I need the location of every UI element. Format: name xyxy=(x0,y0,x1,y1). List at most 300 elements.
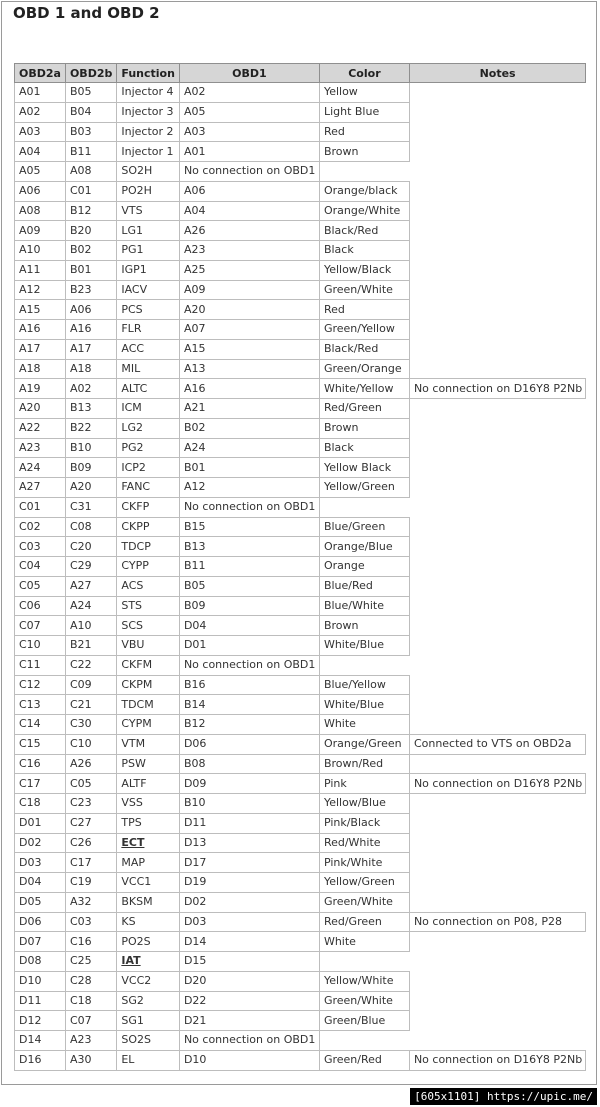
table-row xyxy=(15,892,586,912)
cell-function: SO2S xyxy=(117,1031,180,1051)
cell-function: ALTC xyxy=(117,379,180,399)
cell-obd2a: D08 xyxy=(15,952,66,972)
cell-notes: No connection on D16Y8 P2Nb xyxy=(409,379,585,399)
image-watermark: [605x1101] https://upic.me/ xyxy=(410,1088,597,1105)
cell-obd1: D22 xyxy=(179,991,319,1011)
cell-color: Brown xyxy=(319,616,409,636)
cell-function: FLR xyxy=(117,320,180,340)
table-body xyxy=(15,83,586,1071)
cell-obd1: B10 xyxy=(179,794,319,814)
cell-color: Black xyxy=(319,241,409,261)
table-row xyxy=(15,438,586,458)
col-header-color: Color xyxy=(319,64,409,83)
cell-obd2a: A09 xyxy=(15,221,66,241)
cell-obd2b: C07 xyxy=(65,1011,116,1031)
cell-obd2a: D01 xyxy=(15,813,66,833)
cell-obd1: B02 xyxy=(179,418,319,438)
cell-obd2a: C03 xyxy=(15,537,66,557)
cell-obd2b: A26 xyxy=(65,754,116,774)
cell-notes xyxy=(409,932,585,952)
cell-obd2a: A16 xyxy=(15,320,66,340)
cell-color: Pink xyxy=(319,774,409,794)
cell-obd2b: B23 xyxy=(65,280,116,300)
cell-obd2a: C01 xyxy=(15,497,66,517)
table-row xyxy=(15,478,586,498)
cell-obd1: D13 xyxy=(179,833,319,853)
cell-function: Injector 2 xyxy=(117,122,180,142)
cell-function: LG1 xyxy=(117,221,180,241)
table-row xyxy=(15,83,586,103)
cell-obd1: A25 xyxy=(179,260,319,280)
table-row xyxy=(15,596,586,616)
cell-obd1: D03 xyxy=(179,912,319,932)
cell-obd2a: A18 xyxy=(15,359,66,379)
cell-function: PO2S xyxy=(117,932,180,952)
cell-obd2b: C30 xyxy=(65,715,116,735)
cell-notes xyxy=(409,1031,585,1051)
cell-color: Orange/White xyxy=(319,201,409,221)
cell-obd2b: A08 xyxy=(65,162,116,182)
cell-color: Pink/White xyxy=(319,853,409,873)
cell-obd1: A16 xyxy=(179,379,319,399)
cell-obd2b: B22 xyxy=(65,418,116,438)
table-row xyxy=(15,853,586,873)
cell-notes xyxy=(409,873,585,893)
cell-notes xyxy=(409,280,585,300)
table-row xyxy=(15,1050,586,1070)
cell-obd1: B16 xyxy=(179,675,319,695)
cell-obd2b: C16 xyxy=(65,932,116,952)
cell-obd2a: D11 xyxy=(15,991,66,1011)
table-row xyxy=(15,458,586,478)
cell-color: Green/Orange xyxy=(319,359,409,379)
cell-obd1: D11 xyxy=(179,813,319,833)
cell-color: Blue/Green xyxy=(319,517,409,537)
table-row xyxy=(15,497,586,517)
cell-function: PG2 xyxy=(117,438,180,458)
cell-obd1: A06 xyxy=(179,181,319,201)
cell-notes xyxy=(409,201,585,221)
cell-notes xyxy=(409,300,585,320)
cell-color: Orange/Blue xyxy=(319,537,409,557)
cell-notes xyxy=(409,181,585,201)
cell-obd2a: A17 xyxy=(15,339,66,359)
table-row xyxy=(15,932,586,952)
cell-color: Orange xyxy=(319,557,409,577)
cell-color: Yellow xyxy=(319,83,409,103)
table-row xyxy=(15,537,586,557)
cell-obd1: D10 xyxy=(179,1050,319,1070)
cell-obd1: B15 xyxy=(179,517,319,537)
cell-obd1: A09 xyxy=(179,280,319,300)
cell-notes xyxy=(409,142,585,162)
cell-notes xyxy=(409,339,585,359)
cell-notes xyxy=(409,438,585,458)
cell-notes xyxy=(409,991,585,1011)
cell-obd2b: A30 xyxy=(65,1050,116,1070)
table-row xyxy=(15,912,586,932)
cell-color xyxy=(319,655,409,675)
cell-obd2a: A22 xyxy=(15,418,66,438)
cell-obd2a: C14 xyxy=(15,715,66,735)
table-row xyxy=(15,181,586,201)
table-row xyxy=(15,379,586,399)
cell-function: KS xyxy=(117,912,180,932)
cell-obd2b: C09 xyxy=(65,675,116,695)
cell-obd2a: A10 xyxy=(15,241,66,261)
cell-obd1: D06 xyxy=(179,734,319,754)
cell-color: Blue/White xyxy=(319,596,409,616)
cell-obd1: D19 xyxy=(179,873,319,893)
cell-obd2a: C12 xyxy=(15,675,66,695)
table-row xyxy=(15,399,586,419)
cell-obd2a: D03 xyxy=(15,853,66,873)
cell-obd1: No connection on OBD1 xyxy=(179,655,319,675)
cell-notes xyxy=(409,616,585,636)
cell-obd2b: C28 xyxy=(65,971,116,991)
cell-notes xyxy=(409,221,585,241)
cell-obd1: D01 xyxy=(179,636,319,656)
cell-obd1: A20 xyxy=(179,300,319,320)
table-row xyxy=(15,517,586,537)
cell-obd2a: D05 xyxy=(15,892,66,912)
cell-obd2a: C11 xyxy=(15,655,66,675)
cell-obd2a: D02 xyxy=(15,833,66,853)
cell-function: SG1 xyxy=(117,1011,180,1031)
table-row xyxy=(15,616,586,636)
cell-function: ACS xyxy=(117,576,180,596)
cell-obd2b: C18 xyxy=(65,991,116,1011)
cell-color: Green/Red xyxy=(319,1050,409,1070)
cell-obd2b: B21 xyxy=(65,636,116,656)
table-row xyxy=(15,715,586,735)
cell-notes xyxy=(409,557,585,577)
cell-obd1: B05 xyxy=(179,576,319,596)
cell-function: VSS xyxy=(117,794,180,814)
table-row xyxy=(15,102,586,122)
cell-obd2a: D10 xyxy=(15,971,66,991)
cell-obd2b: C19 xyxy=(65,873,116,893)
cell-color: Green/Blue xyxy=(319,1011,409,1031)
cell-function: LG2 xyxy=(117,418,180,438)
cell-obd2a: A23 xyxy=(15,438,66,458)
cell-obd1: D02 xyxy=(179,892,319,912)
cell-obd2b: C17 xyxy=(65,853,116,873)
cell-function: TPS xyxy=(117,813,180,833)
cell-obd1: B01 xyxy=(179,458,319,478)
cell-notes xyxy=(409,458,585,478)
cell-obd1: D14 xyxy=(179,932,319,952)
cell-obd2b: B11 xyxy=(65,142,116,162)
cell-notes xyxy=(409,399,585,419)
cell-notes xyxy=(409,497,585,517)
cell-color: Green/White xyxy=(319,892,409,912)
table-row xyxy=(15,794,586,814)
cell-obd2b: A06 xyxy=(65,300,116,320)
cell-notes xyxy=(409,517,585,537)
cell-obd2a: A12 xyxy=(15,280,66,300)
cell-function: PG1 xyxy=(117,241,180,261)
cell-function: VCC1 xyxy=(117,873,180,893)
cell-color: Red/Green xyxy=(319,399,409,419)
cell-obd2a: D06 xyxy=(15,912,66,932)
cell-obd2b: B09 xyxy=(65,458,116,478)
cell-obd2b: B20 xyxy=(65,221,116,241)
cell-obd2b: C31 xyxy=(65,497,116,517)
cell-obd2b: C10 xyxy=(65,734,116,754)
cell-function: MAP xyxy=(117,853,180,873)
cell-obd1: A02 xyxy=(179,83,319,103)
cell-function: CKFP xyxy=(117,497,180,517)
cell-obd1: A03 xyxy=(179,122,319,142)
cell-obd2a: A20 xyxy=(15,399,66,419)
cell-color: Black/Red xyxy=(319,221,409,241)
cell-notes xyxy=(409,695,585,715)
cell-color: Green/White xyxy=(319,991,409,1011)
cell-function: STS xyxy=(117,596,180,616)
cell-function: IACV xyxy=(117,280,180,300)
cell-color: Brown xyxy=(319,418,409,438)
cell-color: Brown/Red xyxy=(319,754,409,774)
cell-color: Green/Yellow xyxy=(319,320,409,340)
cell-color: Red/White xyxy=(319,833,409,853)
table-row xyxy=(15,1011,586,1031)
cell-obd1: B12 xyxy=(179,715,319,735)
cell-obd2b: A24 xyxy=(65,596,116,616)
cell-obd2a: D16 xyxy=(15,1050,66,1070)
cell-notes xyxy=(409,892,585,912)
cell-notes xyxy=(409,853,585,873)
cell-color: Blue/Red xyxy=(319,576,409,596)
cell-color: Pink/Black xyxy=(319,813,409,833)
cell-notes xyxy=(409,794,585,814)
cell-function: SCS xyxy=(117,616,180,636)
cell-notes xyxy=(409,715,585,735)
cell-notes xyxy=(409,596,585,616)
table-row xyxy=(15,695,586,715)
cell-color: Green/White xyxy=(319,280,409,300)
cell-color: White/Blue xyxy=(319,636,409,656)
table-row xyxy=(15,241,586,261)
table-row xyxy=(15,122,586,142)
cell-color: Orange/Green xyxy=(319,734,409,754)
cell-function: BKSM xyxy=(117,892,180,912)
cell-obd1: No connection on OBD1 xyxy=(179,162,319,182)
table-row xyxy=(15,734,586,754)
cell-obd2a: C06 xyxy=(15,596,66,616)
cell-obd2a: A11 xyxy=(15,260,66,280)
cell-obd2a: A15 xyxy=(15,300,66,320)
cell-notes xyxy=(409,478,585,498)
cell-obd1: B13 xyxy=(179,537,319,557)
cell-obd2b: B02 xyxy=(65,241,116,261)
cell-obd1: A07 xyxy=(179,320,319,340)
table-row xyxy=(15,1031,586,1051)
cell-color: Yellow/Blue xyxy=(319,794,409,814)
cell-obd1: A21 xyxy=(179,399,319,419)
cell-obd1: A24 xyxy=(179,438,319,458)
cell-function: ALTF xyxy=(117,774,180,794)
cell-obd1: B09 xyxy=(179,596,319,616)
cell-obd1: A15 xyxy=(179,339,319,359)
cell-obd2a: C17 xyxy=(15,774,66,794)
cell-obd2a: A05 xyxy=(15,162,66,182)
cell-function: ICM xyxy=(117,399,180,419)
cell-function: IGP1 xyxy=(117,260,180,280)
cell-obd2b: C27 xyxy=(65,813,116,833)
cell-color: Brown xyxy=(319,142,409,162)
cell-color xyxy=(319,952,409,972)
cell-obd2b: C01 xyxy=(65,181,116,201)
cell-notes: No connection on P08, P28 xyxy=(409,912,585,932)
cell-function: IAT xyxy=(117,952,180,972)
cell-function: TDCM xyxy=(117,695,180,715)
cell-obd1: D20 xyxy=(179,971,319,991)
table-row xyxy=(15,142,586,162)
cell-notes xyxy=(409,754,585,774)
table-row xyxy=(15,833,586,853)
cell-obd1: A12 xyxy=(179,478,319,498)
cell-function: SO2H xyxy=(117,162,180,182)
cell-function: Injector 4 xyxy=(117,83,180,103)
cell-color: Black xyxy=(319,438,409,458)
col-header-notes: Notes xyxy=(409,64,585,83)
cell-color: Yellow/Black xyxy=(319,260,409,280)
table-row xyxy=(15,300,586,320)
cell-color: Blue/Yellow xyxy=(319,675,409,695)
cell-obd2a: A04 xyxy=(15,142,66,162)
cell-obd2a: D04 xyxy=(15,873,66,893)
cell-obd1: D04 xyxy=(179,616,319,636)
cell-function: Injector 3 xyxy=(117,102,180,122)
col-header-obd2b: OBD2b xyxy=(65,64,116,83)
cell-obd2b: A27 xyxy=(65,576,116,596)
cell-color: White/Blue xyxy=(319,695,409,715)
cell-color xyxy=(319,497,409,517)
cell-obd1: B08 xyxy=(179,754,319,774)
cell-obd2b: C29 xyxy=(65,557,116,577)
cell-color: Red xyxy=(319,122,409,142)
cell-notes xyxy=(409,952,585,972)
table-row xyxy=(15,991,586,1011)
cell-function: CYPP xyxy=(117,557,180,577)
cell-obd2a: A08 xyxy=(15,201,66,221)
cell-obd2b: A32 xyxy=(65,892,116,912)
table-row xyxy=(15,675,586,695)
cell-obd2b: B05 xyxy=(65,83,116,103)
cell-obd2a: A19 xyxy=(15,379,66,399)
cell-notes xyxy=(409,162,585,182)
table-row xyxy=(15,655,586,675)
cell-notes xyxy=(409,83,585,103)
cell-obd2b: C20 xyxy=(65,537,116,557)
table-row xyxy=(15,162,586,182)
table-row xyxy=(15,221,586,241)
cell-obd2b: A16 xyxy=(65,320,116,340)
cell-function: ECT xyxy=(117,833,180,853)
cell-function: VBU xyxy=(117,636,180,656)
col-header-obd1: OBD1 xyxy=(179,64,319,83)
cell-obd1: A01 xyxy=(179,142,319,162)
cell-function: VCC2 xyxy=(117,971,180,991)
cell-obd2a: C15 xyxy=(15,734,66,754)
table-row xyxy=(15,339,586,359)
table-row xyxy=(15,260,586,280)
cell-obd1: D21 xyxy=(179,1011,319,1031)
table-row xyxy=(15,952,586,972)
table-row xyxy=(15,754,586,774)
cell-notes: No connection on D16Y8 P2Nb xyxy=(409,1050,585,1070)
table-row xyxy=(15,774,586,794)
cell-function: EL xyxy=(117,1050,180,1070)
cell-function: CYPM xyxy=(117,715,180,735)
cell-function: CKPM xyxy=(117,675,180,695)
cell-color: Light Blue xyxy=(319,102,409,122)
cell-obd1: D15 xyxy=(179,952,319,972)
cell-obd1: No connection on OBD1 xyxy=(179,497,319,517)
cell-obd2a: A03 xyxy=(15,122,66,142)
cell-color: Yellow/Green xyxy=(319,478,409,498)
cell-obd1: A05 xyxy=(179,102,319,122)
cell-obd1: B14 xyxy=(179,695,319,715)
cell-color: White xyxy=(319,932,409,952)
table-row xyxy=(15,813,586,833)
cell-obd2a: C05 xyxy=(15,576,66,596)
cell-notes xyxy=(409,418,585,438)
cell-function: TDCP xyxy=(117,537,180,557)
cell-function: VTM xyxy=(117,734,180,754)
cell-obd2a: A06 xyxy=(15,181,66,201)
cell-obd2a: C02 xyxy=(15,517,66,537)
cell-obd2a: D12 xyxy=(15,1011,66,1031)
cell-obd2b: C05 xyxy=(65,774,116,794)
cell-obd2b: B03 xyxy=(65,122,116,142)
cell-function: SG2 xyxy=(117,991,180,1011)
cell-function: ACC xyxy=(117,339,180,359)
page-title: OBD 1 and OBD 2 xyxy=(13,4,160,22)
cell-obd1: A26 xyxy=(179,221,319,241)
cell-function: PCS xyxy=(117,300,180,320)
table-row xyxy=(15,557,586,577)
cell-color: Yellow Black xyxy=(319,458,409,478)
cell-obd2b: A10 xyxy=(65,616,116,636)
cell-obd2b: B13 xyxy=(65,399,116,419)
cell-notes xyxy=(409,359,585,379)
cell-obd1: B11 xyxy=(179,557,319,577)
cell-obd2b: C21 xyxy=(65,695,116,715)
cell-notes xyxy=(409,655,585,675)
cell-function: VTS xyxy=(117,201,180,221)
cell-obd2a: C04 xyxy=(15,557,66,577)
cell-notes xyxy=(409,971,585,991)
table-row xyxy=(15,320,586,340)
cell-obd1: A13 xyxy=(179,359,319,379)
cell-notes xyxy=(409,833,585,853)
pinout-table xyxy=(14,63,586,1071)
cell-notes xyxy=(409,813,585,833)
cell-notes xyxy=(409,122,585,142)
cell-obd2a: D07 xyxy=(15,932,66,952)
cell-color: White/Yellow xyxy=(319,379,409,399)
cell-obd1: No connection on OBD1 xyxy=(179,1031,319,1051)
cell-obd2a: C10 xyxy=(15,636,66,656)
cell-notes xyxy=(409,1011,585,1031)
table-row xyxy=(15,359,586,379)
cell-obd2b: B12 xyxy=(65,201,116,221)
cell-notes xyxy=(409,576,585,596)
cell-obd2b: C26 xyxy=(65,833,116,853)
cell-function: FANC xyxy=(117,478,180,498)
